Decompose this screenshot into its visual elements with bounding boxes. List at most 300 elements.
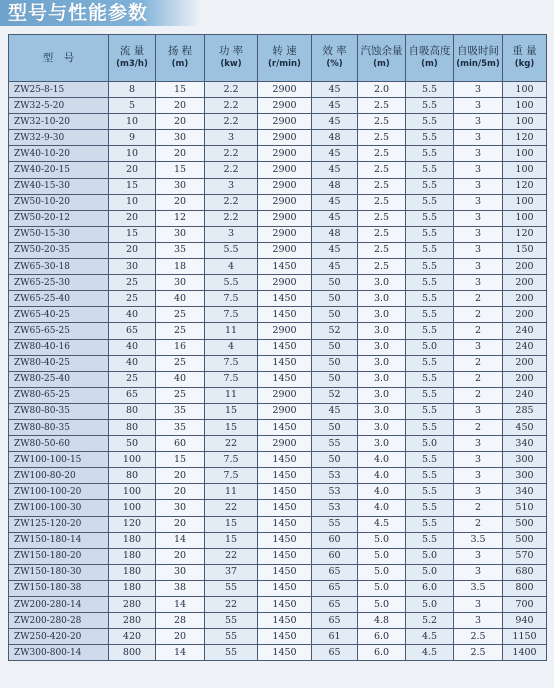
value-cell: 3 (454, 114, 503, 130)
value-cell: 4.0 (358, 452, 406, 468)
value-cell: 4.8 (358, 613, 406, 629)
value-cell: 3 (454, 226, 503, 242)
value-cell: 30 (156, 564, 205, 580)
table-row (9, 307, 547, 323)
value-cell: 55 (205, 613, 258, 629)
value-cell: 5.0 (406, 436, 454, 452)
value-cell: 5.5 (406, 468, 454, 484)
column-header-label: 汽蚀余量 (360, 45, 403, 57)
value-cell: 3.5 (454, 532, 503, 548)
table-row (9, 419, 547, 435)
value-cell: 5.5 (406, 194, 454, 210)
value-cell: 700 (503, 597, 547, 613)
value-cell: 3.0 (358, 291, 406, 307)
value-cell: 5.5 (406, 146, 454, 162)
column-header-unit: (%) (326, 59, 343, 69)
value-cell: 45 (312, 210, 358, 226)
value-cell: 5.5 (406, 371, 454, 387)
value-cell: 65 (312, 597, 358, 613)
value-cell: 16 (156, 339, 205, 355)
model-cell: ZW50-10-20 (9, 194, 109, 210)
column-header-unit: (m) (171, 59, 189, 69)
value-cell: 14 (156, 597, 205, 613)
value-cell: 120 (503, 130, 547, 146)
column-header-unit: (m3/h) (116, 59, 148, 69)
column-header-label: 自吸时间 (457, 45, 499, 57)
value-cell: 2.5 (358, 226, 406, 242)
value-cell: 45 (312, 114, 358, 130)
table-row (9, 323, 547, 339)
value-cell: 22 (205, 597, 258, 613)
value-cell: 2900 (258, 323, 312, 339)
table-row (9, 194, 547, 210)
model-cell: ZW80-80-35 (9, 419, 109, 435)
value-cell: 1450 (258, 597, 312, 613)
value-cell: 5.5 (406, 242, 454, 258)
value-cell: 10 (109, 146, 156, 162)
value-cell: 200 (503, 355, 547, 371)
value-cell: 50 (312, 371, 358, 387)
column-header-unit: (kw) (220, 59, 242, 69)
value-cell: 60 (156, 436, 205, 452)
value-cell: 200 (503, 259, 547, 275)
value-cell: 80 (109, 468, 156, 484)
value-cell: 20 (156, 548, 205, 564)
value-cell: 6.0 (358, 629, 406, 645)
value-cell: 3 (454, 82, 503, 98)
column-header-unit: (r/min) (268, 59, 301, 69)
spec-table-container (8, 34, 546, 682)
model-cell: ZW40-10-20 (9, 146, 109, 162)
value-cell: 3 (454, 259, 503, 275)
value-cell: 61 (312, 629, 358, 645)
value-cell: 5.5 (406, 307, 454, 323)
value-cell: 65 (312, 645, 358, 661)
value-cell: 300 (503, 468, 547, 484)
table-row (9, 629, 547, 645)
value-cell: 2 (454, 500, 503, 516)
header-row (9, 35, 547, 82)
value-cell: 100 (503, 210, 547, 226)
value-cell: 20 (156, 629, 205, 645)
value-cell: 2.2 (205, 146, 258, 162)
table-row (9, 371, 547, 387)
column-header-label: 转 速 (272, 45, 297, 57)
table-body (9, 82, 547, 661)
value-cell: 15 (109, 226, 156, 242)
value-cell: 240 (503, 339, 547, 355)
value-cell: 45 (312, 403, 358, 419)
value-cell: 7.5 (205, 307, 258, 323)
value-cell: 1450 (258, 500, 312, 516)
value-cell: 680 (503, 564, 547, 580)
value-cell: 2 (454, 387, 503, 403)
table-row (9, 355, 547, 371)
value-cell: 20 (109, 162, 156, 178)
value-cell: 2.5 (358, 98, 406, 114)
value-cell: 11 (205, 387, 258, 403)
value-cell: 3.0 (358, 323, 406, 339)
value-cell: 200 (503, 291, 547, 307)
table-row (9, 210, 547, 226)
value-cell: 3 (454, 452, 503, 468)
value-cell: 1450 (258, 580, 312, 596)
value-cell: 48 (312, 226, 358, 242)
value-cell: 2.5 (358, 146, 406, 162)
value-cell: 25 (109, 275, 156, 291)
value-cell: 5.5 (406, 452, 454, 468)
model-cell: ZW100-100-30 (9, 500, 109, 516)
value-cell: 30 (156, 178, 205, 194)
value-cell: 2900 (258, 194, 312, 210)
value-cell: 60 (312, 548, 358, 564)
column-header (358, 35, 406, 82)
table-row (9, 645, 547, 661)
table-row (9, 597, 547, 613)
value-cell: 3 (205, 130, 258, 146)
value-cell: 22 (205, 548, 258, 564)
model-cell: ZW32-9-30 (9, 130, 109, 146)
value-cell: 5.0 (406, 597, 454, 613)
value-cell: 53 (312, 500, 358, 516)
value-cell: 1450 (258, 468, 312, 484)
value-cell: 120 (503, 226, 547, 242)
value-cell: 65 (109, 387, 156, 403)
value-cell: 1450 (258, 307, 312, 323)
value-cell: 4.0 (358, 500, 406, 516)
spec-table (8, 34, 547, 661)
table-row (9, 484, 547, 500)
value-cell: 3 (454, 484, 503, 500)
table-row (9, 532, 547, 548)
value-cell: 2900 (258, 226, 312, 242)
model-cell: ZW125-120-20 (9, 516, 109, 532)
column-header (258, 35, 312, 82)
table-row (9, 548, 547, 564)
column-header (156, 35, 205, 82)
value-cell: 2900 (258, 275, 312, 291)
value-cell: 3 (454, 178, 503, 194)
value-cell: 5.5 (406, 403, 454, 419)
value-cell: 100 (503, 146, 547, 162)
table-row (9, 178, 547, 194)
value-cell: 4.5 (406, 629, 454, 645)
value-cell: 5.0 (358, 532, 406, 548)
value-cell: 5.5 (406, 178, 454, 194)
value-cell: 5.5 (406, 484, 454, 500)
value-cell: 40 (156, 371, 205, 387)
value-cell: 15 (205, 532, 258, 548)
value-cell: 5.5 (406, 419, 454, 435)
value-cell: 80 (109, 403, 156, 419)
value-cell: 3.0 (358, 275, 406, 291)
value-cell: 45 (312, 259, 358, 275)
value-cell: 10 (109, 194, 156, 210)
value-cell: 20 (109, 242, 156, 258)
value-cell: 55 (205, 645, 258, 661)
value-cell: 100 (503, 162, 547, 178)
value-cell: 11 (205, 484, 258, 500)
value-cell: 5.5 (406, 259, 454, 275)
value-cell: 100 (109, 500, 156, 516)
value-cell: 30 (156, 500, 205, 516)
model-cell: ZW150-180-20 (9, 548, 109, 564)
value-cell: 53 (312, 468, 358, 484)
value-cell: 180 (109, 548, 156, 564)
table-row (9, 146, 547, 162)
model-cell: ZW50-15-30 (9, 226, 109, 242)
value-cell: 2.5 (454, 629, 503, 645)
value-cell: 22 (205, 436, 258, 452)
value-cell: 240 (503, 323, 547, 339)
value-cell: 120 (109, 516, 156, 532)
value-cell: 200 (503, 275, 547, 291)
value-cell: 1450 (258, 291, 312, 307)
model-cell: ZW40-15-30 (9, 178, 109, 194)
value-cell: 45 (312, 98, 358, 114)
value-cell: 340 (503, 436, 547, 452)
value-cell: 4.5 (358, 516, 406, 532)
model-cell: ZW50-20-12 (9, 210, 109, 226)
value-cell: 20 (156, 484, 205, 500)
value-cell: 2900 (258, 162, 312, 178)
value-cell: 180 (109, 564, 156, 580)
value-cell: 45 (312, 194, 358, 210)
value-cell: 5.5 (406, 387, 454, 403)
table-row (9, 564, 547, 580)
value-cell: 2 (454, 419, 503, 435)
value-cell: 3 (454, 210, 503, 226)
value-cell: 5.5 (406, 114, 454, 130)
column-header-label: 自吸高度 (408, 45, 451, 57)
value-cell: 3.0 (358, 436, 406, 452)
value-cell: 5.5 (406, 291, 454, 307)
value-cell: 2900 (258, 146, 312, 162)
value-cell: 3 (454, 468, 503, 484)
value-cell: 15 (156, 82, 205, 98)
value-cell: 5.0 (358, 548, 406, 564)
value-cell: 3 (454, 339, 503, 355)
value-cell: 3.0 (358, 371, 406, 387)
value-cell: 35 (156, 242, 205, 258)
value-cell: 25 (109, 371, 156, 387)
value-cell: 4.0 (358, 468, 406, 484)
value-cell: 100 (109, 484, 156, 500)
value-cell: 940 (503, 613, 547, 629)
value-cell: 3.0 (358, 387, 406, 403)
value-cell: 7.5 (205, 291, 258, 307)
table-row (9, 259, 547, 275)
value-cell: 1450 (258, 548, 312, 564)
value-cell: 3.5 (454, 580, 503, 596)
value-cell: 5.5 (406, 210, 454, 226)
value-cell: 7.5 (205, 371, 258, 387)
table-row (9, 114, 547, 130)
value-cell: 1450 (258, 355, 312, 371)
table-row (9, 275, 547, 291)
table-row (9, 242, 547, 258)
value-cell: 180 (109, 532, 156, 548)
value-cell: 120 (503, 178, 547, 194)
value-cell: 3 (454, 242, 503, 258)
value-cell: 2.5 (358, 194, 406, 210)
value-cell: 1400 (503, 645, 547, 661)
value-cell: 1450 (258, 645, 312, 661)
value-cell: 18 (156, 259, 205, 275)
value-cell: 1450 (258, 419, 312, 435)
table-row (9, 452, 547, 468)
column-header (9, 35, 109, 82)
value-cell: 5.5 (406, 500, 454, 516)
value-cell: 55 (312, 436, 358, 452)
value-cell: 10 (109, 114, 156, 130)
value-cell: 150 (503, 242, 547, 258)
value-cell: 50 (312, 452, 358, 468)
value-cell: 3.0 (358, 403, 406, 419)
value-cell: 420 (109, 629, 156, 645)
value-cell: 2.5 (358, 178, 406, 194)
value-cell: 2900 (258, 178, 312, 194)
value-cell: 200 (503, 371, 547, 387)
value-cell: 2900 (258, 82, 312, 98)
value-cell: 65 (109, 323, 156, 339)
value-cell: 5.5 (406, 98, 454, 114)
value-cell: 45 (312, 82, 358, 98)
value-cell: 20 (156, 516, 205, 532)
value-cell: 5.5 (406, 532, 454, 548)
value-cell: 8 (109, 82, 156, 98)
value-cell: 5.0 (358, 597, 406, 613)
value-cell: 2.5 (454, 645, 503, 661)
table-row (9, 130, 547, 146)
column-header-label: 扬 程 (167, 45, 193, 57)
value-cell: 100 (503, 194, 547, 210)
value-cell: 1450 (258, 613, 312, 629)
value-cell: 5.0 (406, 564, 454, 580)
value-cell: 65 (312, 613, 358, 629)
value-cell: 5.0 (358, 564, 406, 580)
value-cell: 2.0 (358, 82, 406, 98)
value-cell: 80 (109, 419, 156, 435)
table-row (9, 516, 547, 532)
value-cell: 25 (156, 387, 205, 403)
value-cell: 3 (454, 162, 503, 178)
value-cell: 3 (454, 548, 503, 564)
value-cell: 1450 (258, 532, 312, 548)
table-row (9, 500, 547, 516)
value-cell: 28 (156, 613, 205, 629)
value-cell: 14 (156, 532, 205, 548)
value-cell: 2.5 (358, 259, 406, 275)
model-cell: ZW50-20-35 (9, 242, 109, 258)
value-cell: 2 (454, 307, 503, 323)
value-cell: 65 (312, 580, 358, 596)
value-cell: 3.0 (358, 307, 406, 323)
value-cell: 100 (503, 98, 547, 114)
value-cell: 9 (109, 130, 156, 146)
model-cell: ZW65-30-18 (9, 259, 109, 275)
value-cell: 30 (109, 259, 156, 275)
value-cell: 3 (205, 226, 258, 242)
model-cell: ZW65-25-30 (9, 275, 109, 291)
value-cell: 5.5 (406, 323, 454, 339)
column-header (312, 35, 358, 82)
value-cell: 500 (503, 532, 547, 548)
value-cell: 45 (312, 162, 358, 178)
column-header-unit: (kg) (514, 59, 535, 69)
table-row (9, 291, 547, 307)
value-cell: 30 (156, 275, 205, 291)
value-cell: 7.5 (205, 468, 258, 484)
model-cell: ZW80-40-25 (9, 355, 109, 371)
value-cell: 35 (156, 403, 205, 419)
value-cell: 60 (312, 532, 358, 548)
value-cell: 2900 (258, 387, 312, 403)
value-cell: 3.0 (358, 339, 406, 355)
value-cell: 3 (205, 178, 258, 194)
value-cell: 2 (454, 323, 503, 339)
model-cell: ZW40-20-15 (9, 162, 109, 178)
value-cell: 510 (503, 500, 547, 516)
value-cell: 1450 (258, 339, 312, 355)
value-cell: 570 (503, 548, 547, 564)
value-cell: 1450 (258, 452, 312, 468)
value-cell: 20 (156, 98, 205, 114)
value-cell: 2900 (258, 210, 312, 226)
value-cell: 25 (109, 291, 156, 307)
column-header (205, 35, 258, 82)
value-cell: 30 (156, 130, 205, 146)
value-cell: 40 (109, 339, 156, 355)
value-cell: 40 (156, 291, 205, 307)
value-cell: 3 (454, 613, 503, 629)
value-cell: 500 (503, 516, 547, 532)
value-cell: 2900 (258, 403, 312, 419)
value-cell: 22 (205, 500, 258, 516)
model-cell: ZW65-40-25 (9, 307, 109, 323)
value-cell: 5.5 (205, 242, 258, 258)
value-cell: 2.5 (358, 114, 406, 130)
value-cell: 2.5 (358, 130, 406, 146)
model-cell: ZW65-25-40 (9, 291, 109, 307)
value-cell: 50 (312, 339, 358, 355)
value-cell: 2900 (258, 114, 312, 130)
title-banner (0, 0, 200, 26)
model-cell: ZW80-65-25 (9, 387, 109, 403)
value-cell: 1450 (258, 516, 312, 532)
value-cell: 2.5 (358, 210, 406, 226)
value-cell: 2.2 (205, 210, 258, 226)
value-cell: 7.5 (205, 355, 258, 371)
value-cell: 180 (109, 580, 156, 596)
value-cell: 55 (205, 580, 258, 596)
value-cell: 2.2 (205, 194, 258, 210)
value-cell: 2900 (258, 98, 312, 114)
table-row (9, 403, 547, 419)
value-cell: 25 (156, 307, 205, 323)
model-cell: ZW150-180-38 (9, 580, 109, 596)
value-cell: 50 (312, 291, 358, 307)
value-cell: 14 (156, 645, 205, 661)
column-header-unit: (m) (373, 59, 390, 69)
value-cell: 4.5 (406, 645, 454, 661)
model-cell: ZW300-800-14 (9, 645, 109, 661)
value-cell: 1450 (258, 371, 312, 387)
value-cell: 35 (156, 419, 205, 435)
model-cell: ZW100-100-20 (9, 484, 109, 500)
value-cell: 285 (503, 403, 547, 419)
model-cell: ZW25-8-15 (9, 82, 109, 98)
